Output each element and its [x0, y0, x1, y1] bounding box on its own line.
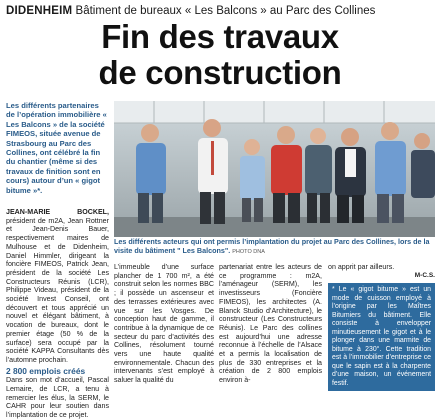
byline: JEAN-MARIE BOCKEL,	[6, 208, 109, 216]
group-photo-illustration	[114, 101, 435, 237]
article-photo	[114, 101, 435, 237]
article-intro: Les différents partenaires de l’opération immobilière « Les Balcons » de la société FIMEOS, située avenue de Strasbourg au Parc des Collines, ont célébré la fin du chantier (même si des travaux de finition sont en cours) autour d’un « gigot bitume »*.	[6, 101, 107, 195]
section-subhead: 2 800 emplois créés	[6, 365, 86, 376]
article-kicker	[6, 3, 436, 19]
footnote-box: * Le « gigot bitume » est un mode de cuisson employé à l’origine par les Maîtres Bitumiers du bâtiment. Elle consiste à envelopper minutieusement le gigot et à le plonger dans une marmite de bitume à 230°. Cette tradition est à l’immobilier d’entreprise ce que le sapin est à la charpente d’une maison, un événement festif.	[328, 283, 435, 391]
photo-credit: PHOTO DNA	[232, 248, 265, 255]
article-paragraph: partenariat entre les acteurs de ce programme : m2A, l’aménageur (SERM), les investisseurs (Foncière FIMEOS), les architectes (A. Blanck Studio d’Architecture), le constructeur (Les Constructeurs Réunis). Le Parc des collines est aujourd’hui une adresse reconnue à l’échelle de l’Alsace et a permis la localisation de plus de 330 entreprises et la création de 2 800 emplois environ à-	[219, 263, 322, 385]
article-column-4	[328, 263, 435, 391]
photo-caption-text: Les différents acteurs qui ont permis l’implantation du projet au Parc des Collines, lors de la visite du bâtiment " Les Balcons".	[114, 237, 430, 255]
headline-line-2: de construction	[98, 54, 342, 91]
photo-caption	[114, 238, 435, 256]
kicker-place: DIDENHEIM	[6, 5, 73, 17]
kicker-subtitle: Bâtiment de bureaux « Les Balcons » au Parc des Collines	[75, 5, 376, 17]
author-signature: M-C.S.	[414, 271, 435, 279]
article-paragraph	[6, 208, 109, 365]
article-paragraph: on apprit par ailleurs.	[328, 263, 395, 271]
article-column-1	[6, 208, 109, 420]
headline-line-1: Fin des travaux	[101, 18, 339, 55]
paragraph-text: président de m2A, Jean Rottner et Jean-Denis Bauer, respectivement maires de Mulhouse et de Didenheim, Daniel Himmler, dirigeant la foncière FIMEOS, Patrick Jean, président de la société Les Constructeurs Réunis (LCR), Philippe Videau, président de la société Invest Conseil, ont découvert et tous apprécié un nouvel et élégant bâtiment, à vocation de bureaux, dont le premier étage (50 % de la surface) sera occupé par la société KAPPA Consultants dès l’automne prochain.	[6, 216, 109, 364]
article-column-2	[114, 263, 214, 385]
article-paragraph: Dans son mot d’accueil, Pascal Lemaire, de LCR, a tenu à remercier les élus, la SERM, le CAHR pour leur soutien dans l’implantation de ce projet.	[6, 376, 109, 420]
article-paragraph: L’immeuble d’une surface plancher de 1 700 m², a été construit selon les normes BBC ; il possède un ascenseur et des terrasses extérieures avec vue sur les Vosges. De conception haut de gamme, il contribue à la dynamique de ce secteur du parc d’activités des Collines, résolument tourné vers une haute qualité environnementale. Chacun des intervenants s’est employé à saluer la qualité du	[114, 263, 214, 385]
article-column-3	[219, 263, 322, 385]
article-headline	[0, 19, 440, 91]
